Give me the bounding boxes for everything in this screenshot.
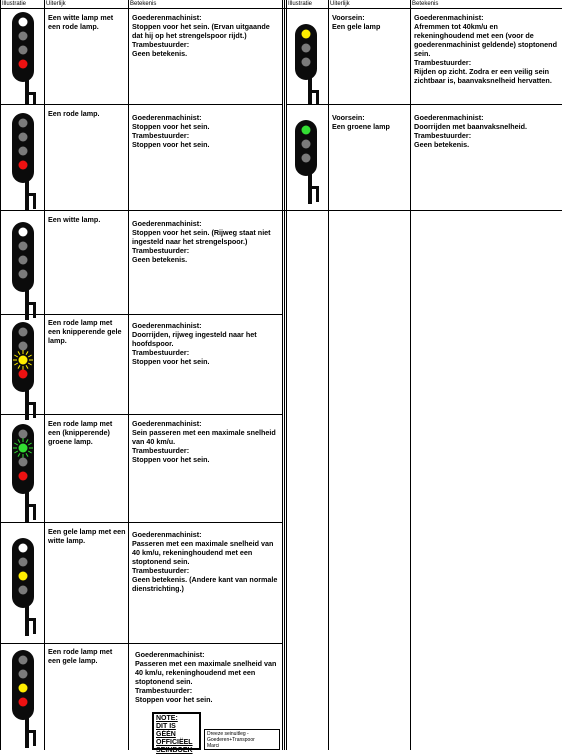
meaning-text: Goederenmachinist: Doorrijden met baanvaksnelheid. Trambestuurder: Geen betekenis.	[414, 113, 528, 149]
appearance-text: Een witte lamp met een rode lamp.	[48, 13, 114, 31]
meaning-text: Goederenmachinist: Sein passeren met een maximale snelheid van 40 km/u. Trambestuurder: Stoppen voor het sein.	[132, 419, 276, 464]
appearance-text: Een gele lamp met een witte lamp.	[48, 527, 126, 545]
appearance-text: Voorsein: Een groene lamp	[332, 113, 390, 131]
signal-post	[308, 172, 312, 200]
meaning-text: Goederenmachinist: Passeren met een maximale snelheid van 40 km/u, rekeninghoudend met een stoptonend sein. Trambestuurder: Geen betekenis. (Andere kant van normale dienstrichting.)	[132, 530, 278, 593]
lamp-grey	[19, 656, 28, 665]
lamp-yellow	[19, 684, 28, 693]
grid-hline	[0, 210, 562, 211]
appearance-text: Een rode lamp met een (knipperende) groene lamp.	[48, 419, 113, 446]
header-betekenis-left: Betekenis	[130, 1, 157, 7]
disclaimer-note: NOTE: DIT IS GÉÉN OFFICIËEL SEINBOEK	[152, 712, 201, 750]
meaning-text: Goederenmachinist: Stoppen voor het sein. Trambestuurder: Stoppen voor het sein.	[132, 113, 210, 149]
grid-vline	[328, 0, 329, 750]
meaning-text: Goederenmachinist: Afremmen tot 40km/u en rekeninghoudend met een (voor de goederenmachinist geldende) stoptonend sein. Trambestuurder: Rijden op zicht. Zodra er een veilig sein zichtbaar is, baanvaksnelheid hervatten.	[414, 13, 557, 85]
meaning-text: Goederenmachinist: Stoppen voor het sein. (Rijweg staat niet ingesteld naar het strengelspoor.) Trambestuurder: Geen betekenis.	[132, 219, 271, 264]
signal-illustration	[0, 0, 328, 210]
meaning-text: Goederenmachinist: Doorrijden, rijweg ingesteld naar het hoofdspoor. Trambestuurder: Stoppen voor het sein.	[132, 321, 257, 366]
appearance-text: Een rode lamp met een gele lamp.	[48, 647, 113, 665]
lamp-green	[302, 126, 311, 135]
meaning-text: Goederenmachinist: Passeren met een maximale snelheid van 40 km/u, rekeninghoudend met een stoptonend sein. Trambestuurder: Stoppen voor het sein.	[135, 650, 277, 704]
signal-foot	[25, 742, 29, 748]
header-uiterlijk-left: Uiterlijk	[46, 1, 66, 7]
appearance-text: Een rode lamp met een knipperende gele lamp.	[48, 318, 122, 345]
signal-post	[25, 716, 29, 744]
appearance-text: Een witte lamp.	[48, 215, 101, 224]
signal-foot	[308, 198, 312, 204]
lamp-grey	[302, 140, 311, 149]
grid-vline	[410, 0, 411, 750]
header-betekenis-right: Betekenis	[412, 1, 439, 7]
signal-foot	[29, 730, 36, 746]
signal-foot	[312, 186, 319, 202]
lamp-red	[19, 698, 28, 707]
header-illustratie-right: Illustratie	[288, 1, 313, 7]
appearance-text: Voorsein: Een gele lamp	[332, 13, 381, 31]
appearance-text: Een rode lamp.	[48, 109, 100, 118]
header-uiterlijk-right: Uiterlijk	[330, 1, 350, 7]
lamp-grey	[302, 154, 311, 163]
header-illustratie-left: Illustratie	[2, 1, 27, 7]
meaning-text: Goederenmachinist: Stoppen voor het sein. (Ervan uitgaande dat hij op het strengelspoor rijdt.) Trambestuurder: Geen betekenis.	[132, 13, 270, 58]
lamp-grey	[19, 670, 28, 679]
credit-box: Dreeze seinuitleg - Goederen+Transpoor Marci	[204, 729, 280, 750]
